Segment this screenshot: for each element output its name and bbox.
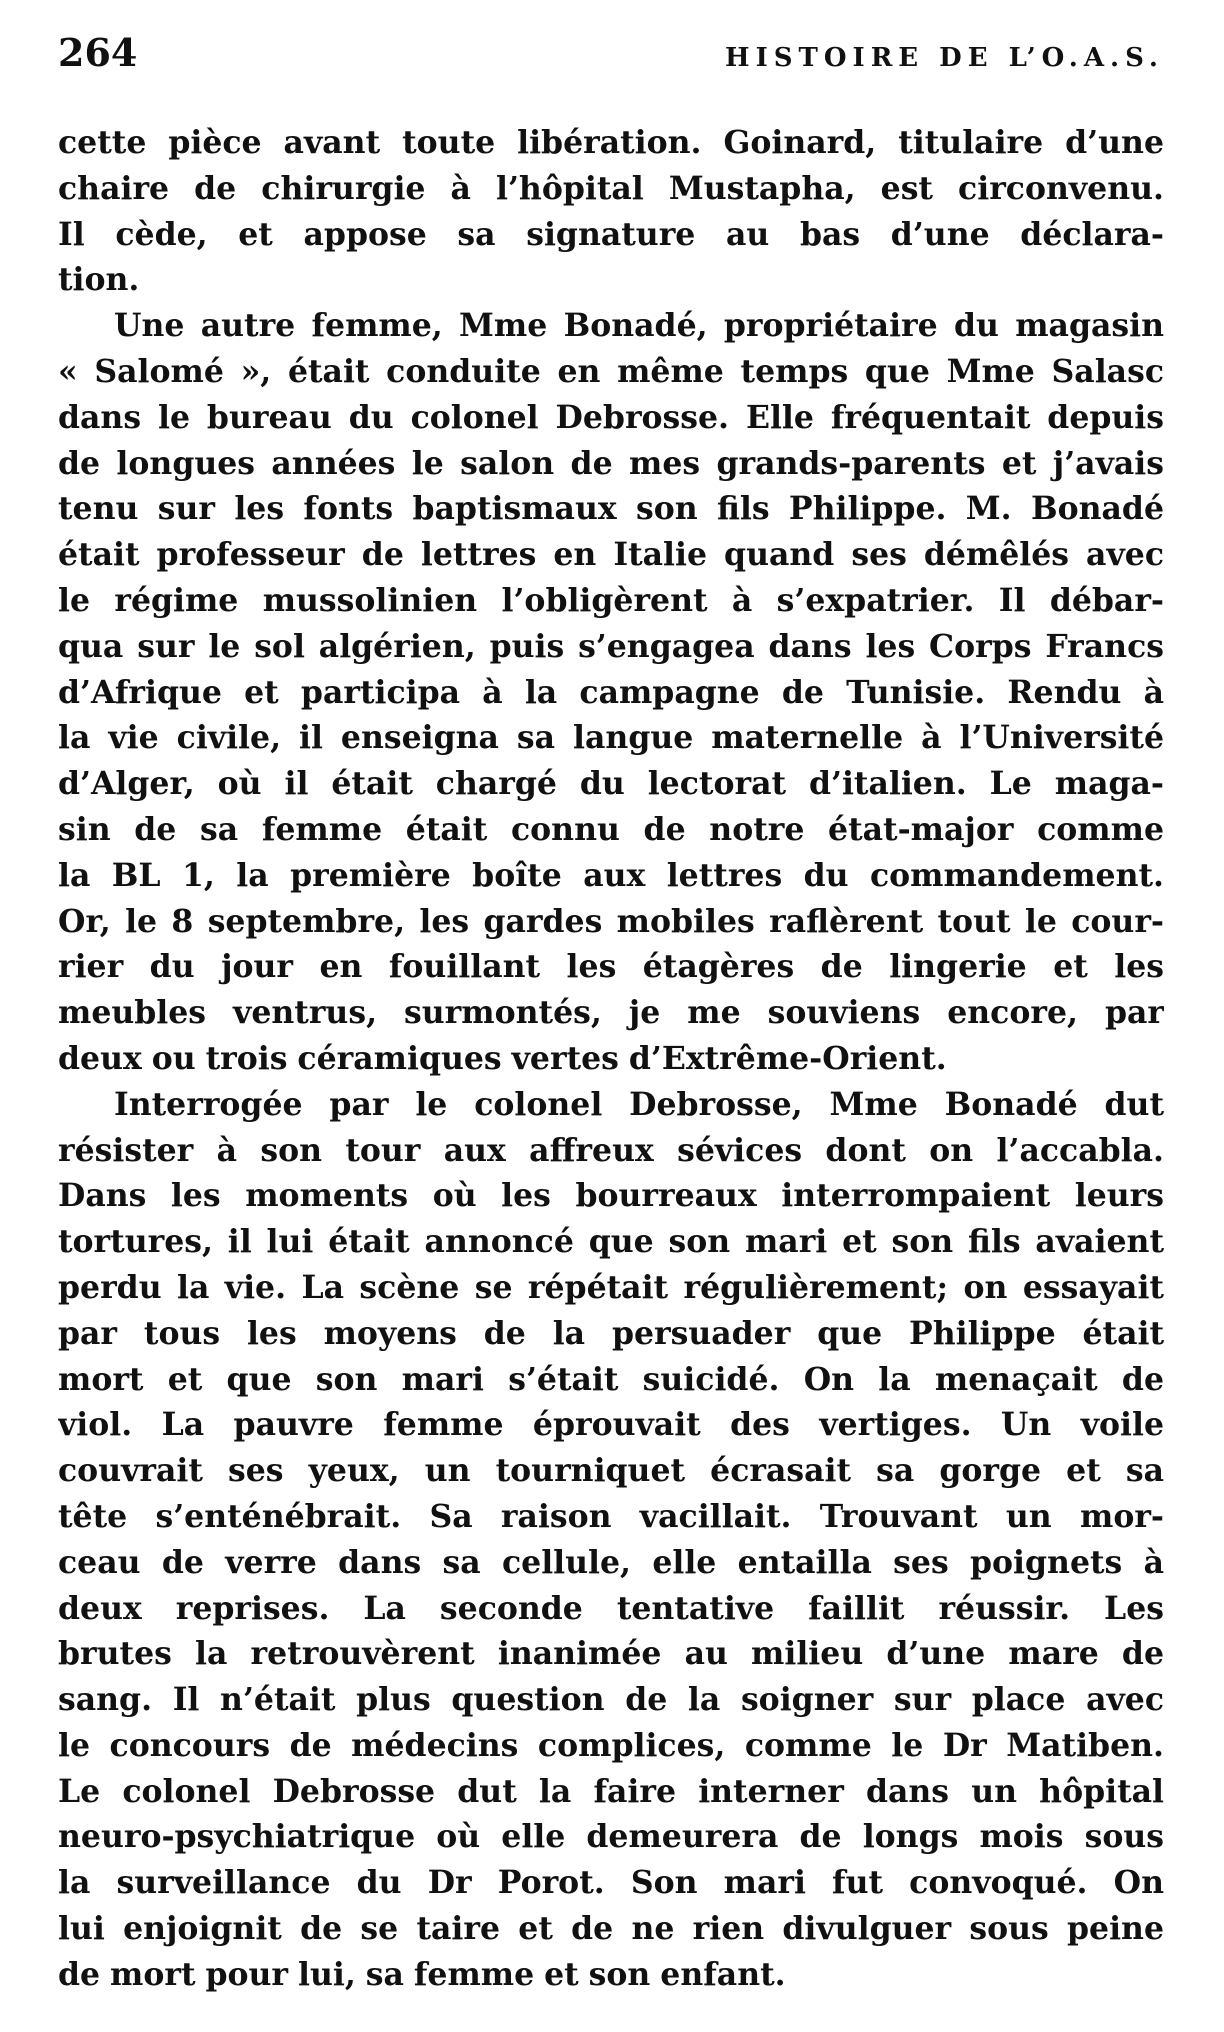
text-line: Dans les moments où les bourreaux interrompaient leurs bbox=[58, 1177, 1164, 1215]
text-line: résister à son tour aux affreux sévices dont on l’accabla. bbox=[58, 1131, 1164, 1169]
text-line: Une autre femme, Mme Bonadé, propriétaire du magasin bbox=[114, 307, 1164, 345]
text-line: mort et que son mari s’était suicidé. On la menaçait de bbox=[58, 1360, 1164, 1398]
page-number: 264 bbox=[58, 30, 138, 75]
text-line: était professeur de lettres en Italie quand ses démêlés avec bbox=[58, 536, 1164, 574]
text-line: perdu la vie. La scène se répétait régulièrement; on essayait bbox=[58, 1268, 1164, 1306]
text-line: tête s’enténébrait. Sa raison vacillait. Trouvant un mor- bbox=[58, 1497, 1164, 1535]
text-line: par tous les moyens de la persuader que Philippe était bbox=[58, 1314, 1164, 1352]
paragraph bbox=[58, 120, 1164, 303]
text-line: lui enjoignit de se taire et de ne rien divulguer sous peine bbox=[58, 1910, 1164, 1948]
page-body bbox=[58, 120, 1164, 1998]
paragraph bbox=[58, 1082, 1164, 1998]
text-line: brutes la retrouvèrent inanimée au milieu d’une mare de bbox=[58, 1635, 1164, 1673]
text-line: d’Alger, où il était chargé du lectorat d’italien. Le maga- bbox=[58, 765, 1164, 803]
paragraph bbox=[58, 303, 1164, 1082]
text-line: tenu sur les fonts baptismaux son fils Philippe. M. Bonadé bbox=[58, 490, 1164, 528]
text-line: d’Afrique et participa à la campagne de Tunisie. Rendu à bbox=[58, 673, 1164, 711]
text-line: de longues années le salon de mes grands-parents et j’avais bbox=[58, 444, 1164, 482]
text-line: meubles ventrus, surmontés, je me souviens encore, par bbox=[58, 994, 1164, 1032]
text-line: qua sur le sol algérien, puis s’engagea dans les Corps Francs bbox=[58, 627, 1164, 665]
text-line: la vie civile, il enseigna sa langue maternelle à l’Université bbox=[58, 719, 1164, 757]
text-line: cette pièce avant toute libération. Goinard, titulaire d’une bbox=[58, 124, 1164, 161]
text-line: couvrait ses yeux, un tourniquet écrasait sa gorge et sa bbox=[58, 1452, 1164, 1490]
running-title: HISTOIRE DE L’O.A.S. bbox=[725, 43, 1164, 73]
text-line: chaire de chirurgie à l’hôpital Mustapha, est circonvenu. bbox=[58, 169, 1164, 207]
page-header bbox=[58, 30, 1164, 120]
text-line: Interrogée par le colonel Debrosse, Mme Bonadé dut bbox=[114, 1085, 1164, 1123]
text-line: neuro-psychiatrique où elle demeurera de longs mois sous bbox=[58, 1818, 1164, 1856]
text-line: tortures, il lui était annoncé que son mari et son fils avaient bbox=[58, 1223, 1164, 1261]
text-line: Or, le 8 septembre, les gardes mobiles raflèrent tout le cour- bbox=[58, 902, 1164, 940]
text-line: ceau de verre dans sa cellule, elle entailla ses poignets à bbox=[58, 1543, 1164, 1581]
text-line: de mort pour lui, sa femme et son enfant. bbox=[58, 1955, 786, 1993]
text-line: viol. La pauvre femme éprouvait des vertiges. Un voile bbox=[58, 1406, 1164, 1444]
text-line: le concours de médecins complices, comme le Dr Matiben. bbox=[58, 1726, 1164, 1764]
text-line: Le colonel Debrosse dut la faire interner dans un hôpital bbox=[58, 1772, 1164, 1810]
text-line: la surveillance du Dr Porot. Son mari fut convoqué. On bbox=[58, 1864, 1164, 1902]
text-line: rier du jour en fouillant les étagères de lingerie et les bbox=[58, 948, 1164, 986]
text-line: la BL 1, la première boîte aux lettres du commandement. bbox=[58, 856, 1164, 894]
text-line: « Salomé », était conduite en même temps que Mme Salasc bbox=[58, 352, 1164, 390]
text-line: deux ou trois céramiques vertes d’Extrême-Orient. bbox=[58, 1039, 947, 1077]
text-line: sin de sa femme était connu de notre état-major comme bbox=[58, 810, 1164, 848]
text-line: sang. Il n’était plus question de la soigner sur place avec bbox=[58, 1681, 1164, 1719]
text-line: dans le bureau du colonel Debrosse. Elle fréquentait depuis bbox=[58, 398, 1164, 436]
text-line: Il cède, et appose sa signature au bas d’une déclara- bbox=[58, 215, 1164, 253]
text-line: tion. bbox=[58, 261, 140, 299]
text-line: le régime mussolinien l’obligèrent à s’expatrier. Il débar- bbox=[58, 581, 1164, 619]
text-line: deux reprises. La seconde tentative faillit réussir. Les bbox=[58, 1589, 1164, 1627]
